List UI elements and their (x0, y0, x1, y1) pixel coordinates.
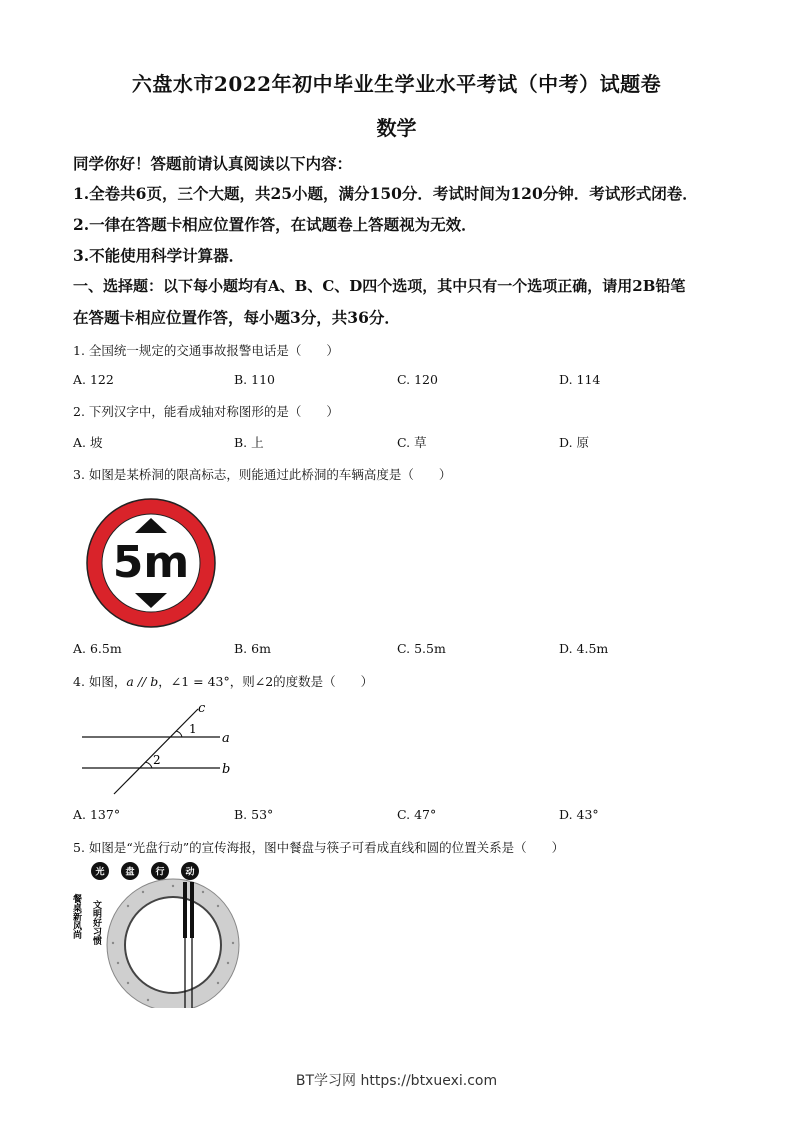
label-a: a (222, 731, 230, 746)
q2-option-d: D. 原 (559, 435, 590, 450)
instruction-1: 1.全卷共6页，三个大题，共25小题，满分150分．考试时间为120分钟．考试形式闭卷． (73, 184, 698, 203)
q4-option-c: C. 47° (397, 807, 437, 822)
label-angle1: 1 (189, 722, 197, 736)
instruction-2: 2.一律在答题卡相应位置作答，在试题卷上答题视为无效． (73, 215, 477, 234)
q4-prefix: 4. 如图， (73, 674, 127, 689)
label-c: c (198, 701, 206, 716)
section1-line2: 在答题卡相应位置作答，每小题3分，共36分． (73, 308, 400, 327)
q3-option-a: A. 6.5m (73, 641, 122, 656)
q2-option-c: C. 草 (397, 435, 427, 450)
q4-angle: ，∠1 = 43° (158, 674, 230, 689)
right-slogan: 文明好习惯 (91, 900, 101, 945)
q1-option-a: A. 122 (73, 372, 114, 387)
question-1: 1. 全国统一规定的交通事故报警电话是（ ） (73, 343, 339, 358)
q1-option-c: C. 120 (397, 372, 438, 387)
question-5: 5. 如图是“光盘行动”的宣传海报，图中餐盘与筷子可看成直线和圆的位置关系是（ ） (73, 840, 565, 855)
poster-char-4: 动 (185, 867, 195, 878)
question-3: 3. 如图是某桥洞的限高标志，则能通过此桥洞的车辆高度是（ ） (73, 467, 452, 482)
q3-option-c: C. 5.5m (397, 641, 446, 656)
label-angle2: 2 (153, 753, 161, 767)
subject-title: 数学 (376, 116, 417, 140)
poster-char-1: 光 (95, 867, 105, 878)
question-4 (73, 672, 373, 690)
exam-title: 六盘水市2022年初中毕业生学业水平考试（中考）试题卷 (131, 72, 662, 96)
greeting-line: 同学你好！答题前请认真阅读以下内容： (73, 154, 353, 173)
chopstick-right (190, 882, 194, 938)
section1-line1: 一、选择题：以下每小题均有A、B、C、D四个选项，其中只有一个选项正确，请用2B铅笔 (73, 277, 686, 295)
plate-center (125, 897, 221, 993)
q2-option-b: B. 上 (234, 435, 264, 450)
angle1-arc (176, 731, 182, 737)
q3-option-d: D. 4.5m (559, 641, 609, 656)
sign-label: 5m (112, 537, 190, 588)
q2-option-a: A. 坡 (73, 435, 103, 450)
left-slogan: 餐桌新风尚 (71, 894, 81, 939)
q4-option-d: D. 43° (559, 807, 599, 822)
instruction-3: 3.不能使用科学计算器． (73, 246, 245, 265)
question-2: 2. 下列汉字中，能看成轴对称图形的是（ ） (73, 404, 339, 419)
angle2-arc (145, 762, 152, 768)
height-limit-sign (85, 497, 217, 629)
q4-option-a: A. 137° (73, 807, 121, 822)
q1-option-d: D. 114 (559, 372, 601, 387)
q4-suffix: ，则∠2的度数是（ ） (229, 674, 374, 689)
q3-option-b: B. 6m (234, 641, 271, 656)
footer-watermark: BT学习网 https://btxuexi.com (295, 1073, 498, 1089)
label-b: b (222, 762, 231, 777)
q1-option-b: B. 110 (234, 372, 275, 387)
poster-char-3: 行 (155, 867, 165, 878)
line-c (114, 709, 198, 794)
poster-char-2: 盘 (125, 867, 135, 878)
parallel-lines-figure (78, 700, 248, 800)
chopstick-left (183, 882, 187, 938)
guangpan-poster (68, 858, 248, 1008)
q4-option-b: B. 53° (234, 807, 274, 822)
q4-parallel: a // b (126, 674, 159, 689)
